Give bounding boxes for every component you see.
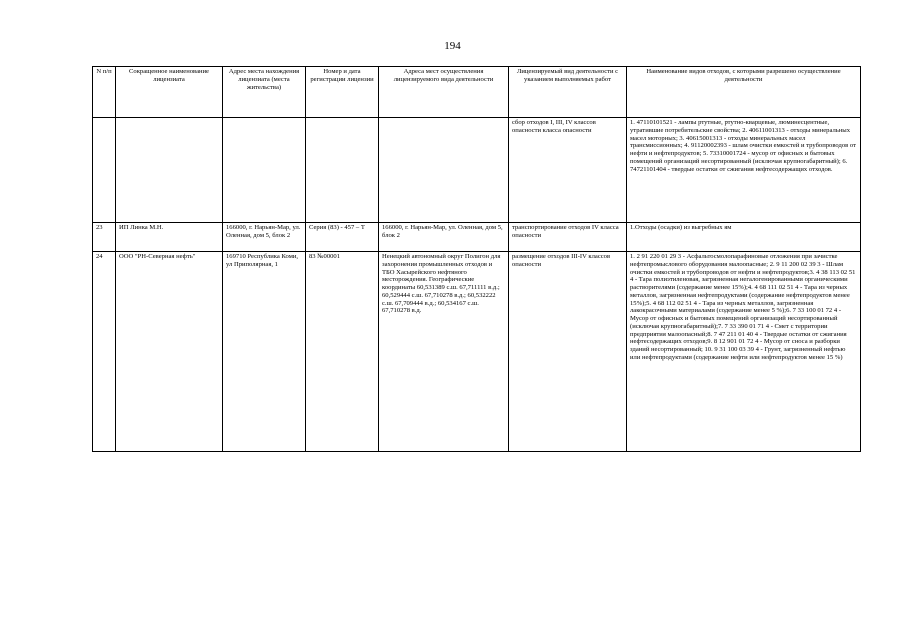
licensed-activity: транспортирование отходов IV класса опасности bbox=[509, 223, 627, 252]
licensed-activity: размещение отходов III-IV классов опасности bbox=[509, 252, 627, 452]
activity-places bbox=[379, 118, 509, 223]
licensee-address bbox=[223, 118, 306, 223]
licensee-address: 169710 Республика Коми, ул Приполярная, 1 bbox=[223, 252, 306, 452]
header-licensed-activity: Лицензируемый вид деятельности с указанием выполняемых работ bbox=[509, 67, 627, 118]
header-activity-addresses: Адреса мест осуществления лицензируемого вида деятельности bbox=[379, 67, 509, 118]
header-row bbox=[93, 67, 861, 118]
licensee-name: ИП Линка М.Н. bbox=[116, 223, 223, 252]
header-number: N п/п bbox=[93, 67, 116, 118]
activity-places: Ненецкий автономный округ Полигон для захоронения промышленных отходов и ТБО Хасырейского нефтяного месторождения. Географические координаты 60,531389 с.ш. 67,711111 в.д.; 60,529444 с.ш. 67,710278 в.д.; 60,532222 с.ш. 67,709444 в.д.; 60,534167 с.ш. 67,710278 в.д. bbox=[379, 252, 509, 452]
licensee-name bbox=[116, 118, 223, 223]
table-row bbox=[93, 118, 861, 223]
waste-types: 1.Отходы (осадки) из выгребных ям bbox=[627, 223, 861, 252]
license-number bbox=[306, 118, 379, 223]
licensed-activity: сбор отходов I, III, IV классов опасности класса опасности bbox=[509, 118, 627, 223]
header-waste-types: Наименование видов отходов, с которыми разрешено осуществление деятельности bbox=[627, 67, 861, 118]
row-number: 24 bbox=[93, 252, 116, 452]
waste-types: 1. 47110101521 - лампы ртутные, ртутно-кварцевые, люминесцентные, утратившие потребительские свойства; 2. 40611001313 - отходы минеральных масел моторных; 3. 40615001313 - отходы минеральных масел трансмиссионных; 4. 91120002393 - шлам очистки емкостей и трубопроводов от нефти и нефтепродуктов; 5. 73310001724 - мусор от офисных и бытовых помещений организаций несортированный (исключая крупногабаритный); 6. 74721101404 - твердые остатки от сжигания нефтесодержащих отходов. bbox=[627, 118, 861, 223]
table-row bbox=[93, 252, 861, 452]
licensee-address: 166000, г. Нарьян-Мар, ул. Оленная, дом 5, блок 2 bbox=[223, 223, 306, 252]
licensee-name: ООО "РН-Северная нефть" bbox=[116, 252, 223, 452]
waste-types: 1. 2 91 220 01 29 3 - Асфальтосмолопарафиновые отложения при зачистке нефтепромыслового оборудования малоопасные; 2. 9 11 200 02 39 3 - Шлам очистки емкостей и трубопроводов от нефти и нефтепродуктов;3. 4 38 113 02 51 4 - Тара полиэтиленовая, загрязненная негалогенированными органическими растворителями (содержание менее 15%);4. 4 68 111 02 51 4 - Тара из черных металлов, загрязненная нефтепродуктами (содержание нефтепродуктов менее 15%);5. 4 68 112 02 51 4 - Тара из черных металлов, загрязненная лакокрасочными материалами (содержание менее 5 %);6. 7 33 100 01 72 4 - Мусор от офисных и бытовых помещений организаций несортированный (исключая крупногабаритный);7. 7 33 390 01 71 4 - Смет с территории предприятия малоопасный;8. 7 47 211 01 40 4 - Твердые остатки от сжигания нефтесодержащих отходов;9. 8 12 901 01 72 4 - Мусор от сноса и разборки зданий несортированный; 10. 9 31 100 03 39 4 - Грунт, загрязненный нефтью или нефтепродуктами (содержание нефти или нефтепродуктов менее 15 %) bbox=[627, 252, 861, 452]
header-licensee-name: Сокращенное наименование лицензиата bbox=[116, 67, 223, 118]
license-number: Серия (83) - 457 – Т bbox=[306, 223, 379, 252]
license-table bbox=[92, 66, 861, 452]
header-licensee-address: Адрес места нахождения лицензиата (места жительства) bbox=[223, 67, 306, 118]
license-number: 83 №00001 bbox=[306, 252, 379, 452]
page-number: 194 bbox=[444, 40, 461, 52]
header-license-number-date: Номер и дата регистрации лицензии bbox=[306, 67, 379, 118]
row-number bbox=[93, 118, 116, 223]
table-row bbox=[93, 223, 861, 252]
row-number: 23 bbox=[93, 223, 116, 252]
activity-places: 166000, г. Нарьян-Мар, ул. Оленная, дом 5, блок 2 bbox=[379, 223, 509, 252]
